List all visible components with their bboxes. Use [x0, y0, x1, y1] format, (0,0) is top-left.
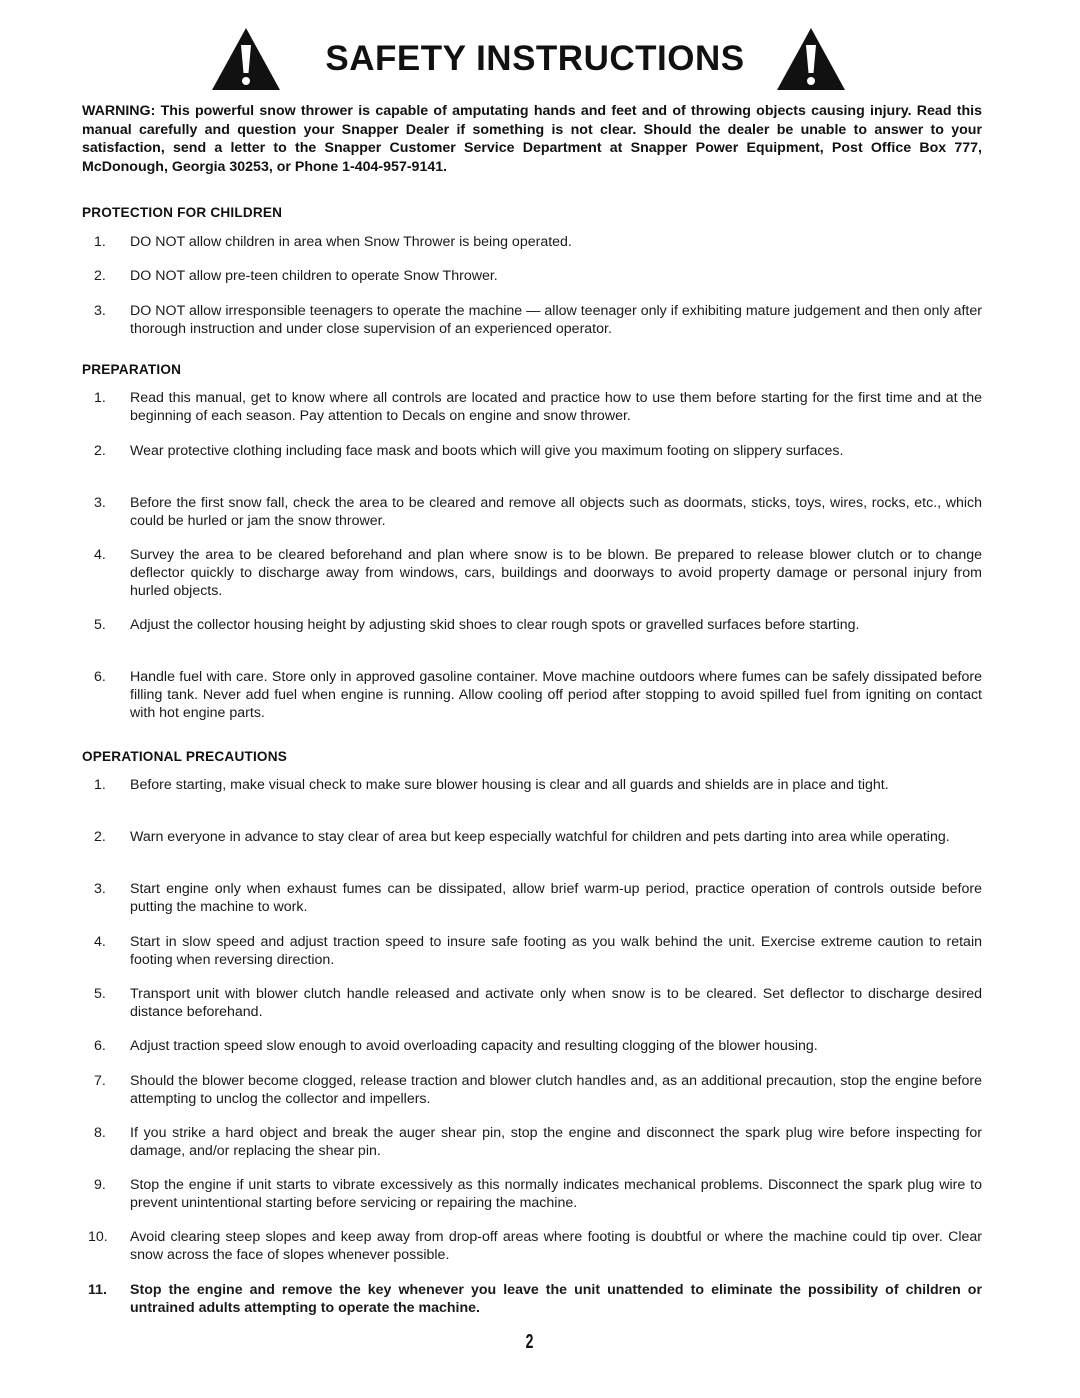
item-text: Warn everyone in advance to stay clear of area but keep especially watchful for children and pets darting into area while operating.	[130, 829, 950, 845]
item-text: Wear protective clothing including face mask and boots which will give you maximum footing on slippery surfaces.	[130, 443, 844, 459]
list-item	[82, 933, 982, 969]
item-number: 6.	[94, 1038, 106, 1054]
item-number: 4.	[94, 547, 106, 563]
list-item	[82, 267, 982, 285]
item-number: 3.	[94, 495, 106, 511]
section-heading-protection-for-children: PROTECTION FOR CHILDREN	[82, 205, 283, 220]
list-item	[82, 985, 982, 1021]
list-item	[82, 1037, 982, 1055]
item-number: 1.	[94, 390, 106, 406]
item-number: 3.	[94, 303, 106, 319]
list-item	[82, 1281, 982, 1317]
list-item	[82, 880, 982, 916]
item-number: 7.	[94, 1073, 106, 1089]
list-item	[82, 546, 982, 600]
list-item	[82, 1176, 982, 1212]
list-item	[82, 302, 982, 338]
item-number: 2.	[94, 268, 106, 284]
item-number: 8.	[94, 1125, 106, 1141]
item-text: Read this manual, get to know where all controls are located and practice how to use them before starting for the first time and at the beginning of each season. Pay attention to Decals on engine and snow thrower.	[130, 390, 982, 424]
item-number: 4.	[94, 934, 106, 950]
item-text: Start in slow speed and adjust traction speed to insure safe footing as you walk behind the unit. Exercise extreme caution to retain footing when reversing direction.	[130, 934, 982, 968]
section-heading-preparation: PREPARATION	[82, 362, 182, 377]
item-number: 3.	[94, 881, 106, 897]
list-item	[82, 389, 982, 425]
list-item	[82, 494, 982, 530]
item-number: 6.	[94, 669, 106, 685]
item-text: Avoid clearing steep slopes and keep away from drop-off areas where footing is doubtful or where the machine could tip over. Clear snow across the face of slopes whenever possible.	[130, 1229, 982, 1263]
section-heading-operational-precautions: OPERATIONAL PRECAUTIONS	[82, 749, 287, 764]
item-text: Stop the engine and remove the key whenever you leave the unit unattended to eliminate the possibility of children or untrained adults attempting to operate the machine.	[130, 1282, 982, 1316]
item-text: Adjust the collector housing height by adjusting skid shoes to clear rough spots or gravelled surfaces before starting.	[130, 617, 860, 633]
list-item	[82, 1072, 982, 1108]
header	[0, 26, 1080, 96]
list-item	[82, 776, 982, 794]
item-text: Before the first snow fall, check the area to be cleared and remove all objects such as doormats, sticks, toys, wires, rocks, etc., which could be hurled or jam the snow thrower.	[130, 495, 982, 529]
item-text: Should the blower become clogged, release traction and blower clutch handles and, as an additional precaution, stop the engine before attempting to unclog the collector and impellers.	[130, 1073, 982, 1107]
list-item	[82, 828, 982, 846]
page-title: SAFETY INSTRUCTIONS	[325, 39, 745, 78]
list-item	[82, 668, 982, 722]
item-text: Handle fuel with care. Store only in approved gasoline container. Move machine outdoors where fumes can be safely dissipated before filling tank. Never add fuel when engine is running. Allow cooling off period after stopping to avoid spilled fuel from igniting on contact with hot engine parts.	[130, 669, 982, 721]
item-text: Start engine only when exhaust fumes can be dissipated, allow brief warm-up period, practice operation of controls outside before putting the machine to work.	[130, 881, 982, 915]
list-item	[82, 616, 982, 634]
item-text: Stop the engine if unit starts to vibrate excessively as this normally indicates mechanical problems. Disconnect the spark plug wire to prevent unintentional starting before servicing or repairing the machine.	[130, 1177, 982, 1211]
item-text: DO NOT allow irresponsible teenagers to operate the machine — allow teenager only if exhibiting mature judgement and then only after thorough instruction and under close supervision of an experienced operator.	[130, 303, 982, 337]
item-text: DO NOT allow pre-teen children to operate Snow Thrower.	[130, 268, 498, 284]
list-item	[82, 233, 982, 251]
item-number: 2.	[94, 829, 106, 845]
item-text: Transport unit with blower clutch handle released and activate only when snow is to be cleared. Set deflector to discharge desired distance beforehand.	[130, 986, 982, 1020]
warning-paragraph: WARNING: This powerful snow thrower is capable of amputating hands and feet and of throwing objects causing injury. Read this manual carefully and question your Snapper Dealer if something is not clear. Should the dealer be unable to answer to your satisfaction, send a letter to the Snapper Customer Service Department at Snapper Power Equipment, Post Office Box 777, McDonough, Georgia 30253, or Phone 1-404-957-9141.	[82, 103, 982, 175]
list-item	[82, 442, 982, 460]
item-text: Before starting, make visual check to make sure blower housing is clear and all guards and shields are in place and tight.	[130, 777, 889, 793]
item-number: 5.	[94, 617, 106, 633]
item-number: 9.	[94, 1177, 106, 1193]
item-number: 10.	[88, 1229, 108, 1245]
item-text: DO NOT allow children in area when Snow Thrower is being operated.	[130, 234, 572, 250]
item-text: If you strike a hard object and break the auger shear pin, stop the engine and disconnect the spark plug wire before inspecting for damage, and/or replacing the shear pin.	[130, 1125, 982, 1159]
item-number: 5.	[94, 986, 106, 1002]
item-number: 1.	[94, 234, 106, 250]
warning-triangle-icon	[775, 26, 847, 92]
list-item	[82, 1124, 982, 1160]
item-text: Survey the area to be cleared beforehand and plan where snow is to be blown. Be prepared to release blower clutch or to change deflector quickly to discharge away from windows, cars, buildings and doorways to avoid property damage or personal injury from hurled objects.	[130, 547, 982, 599]
list-item	[82, 1228, 982, 1264]
page-number: 2	[525, 1331, 534, 1353]
item-number: 11.	[88, 1282, 107, 1298]
item-text: Adjust traction speed slow enough to avoid overloading capacity and resulting clogging of the blower housing.	[130, 1038, 818, 1054]
warning-triangle-icon	[210, 26, 282, 92]
item-number: 2.	[94, 443, 106, 459]
item-number: 1.	[94, 777, 106, 793]
